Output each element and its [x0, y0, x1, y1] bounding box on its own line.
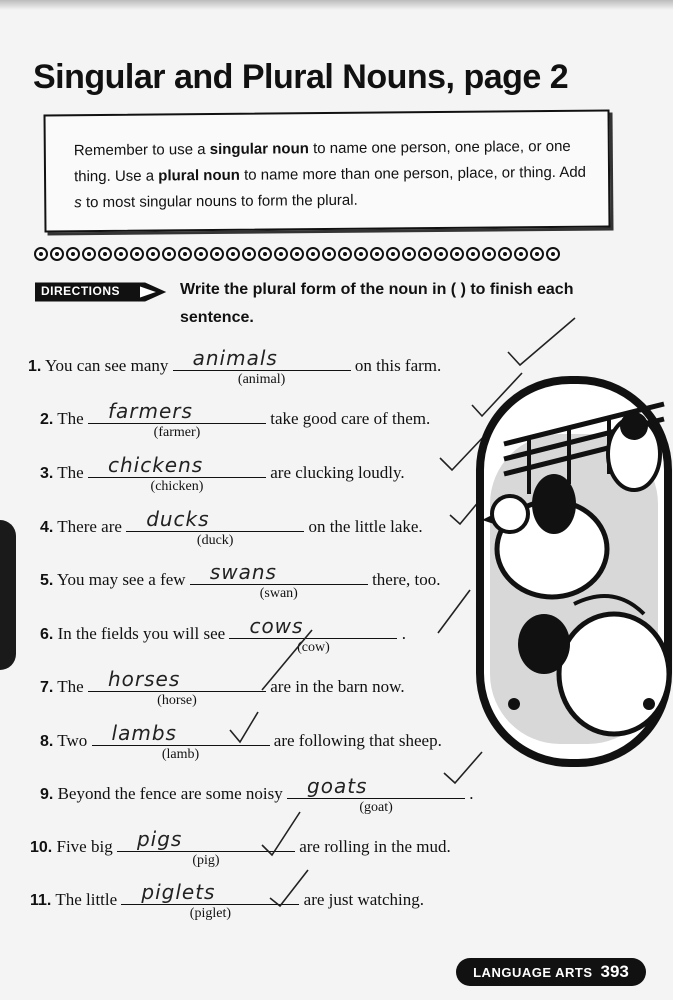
sentence-item: [28, 346, 442, 387]
divider-dot: [162, 247, 176, 261]
handwritten-answer: chickens: [107, 453, 204, 477]
sentence-item: [40, 507, 423, 548]
answer-blank[interactable]: [190, 560, 368, 601]
item-number: 1.: [28, 358, 42, 375]
sentence-item: [40, 774, 474, 815]
answer-blank[interactable]: [92, 721, 270, 762]
handwritten-answer: lambs: [111, 721, 177, 745]
page-top-edge: [0, 0, 673, 10]
item-number: 9.: [40, 786, 54, 803]
farm-animals-illustration: [474, 374, 673, 769]
divider-dot: [226, 247, 240, 261]
sentence-start: In the fields you will see: [57, 624, 226, 643]
handwritten-answer: animals: [192, 346, 278, 370]
sentence-start: Two: [57, 731, 88, 750]
sentence-end: are rolling in the mud.: [299, 837, 451, 856]
divider-dot: [498, 247, 512, 261]
divider-dot: [402, 247, 416, 261]
divider-dot: [258, 247, 272, 261]
divider-dot: [514, 247, 528, 261]
divider-dot: [114, 247, 128, 261]
item-number: 7.: [40, 679, 54, 696]
noun-hint: (swan): [259, 586, 298, 601]
check-mark-icon: [438, 590, 470, 633]
page-left-edge: [0, 520, 16, 670]
divider-dot: [210, 247, 224, 261]
rule-box: [43, 110, 610, 233]
sentence-start: Beyond the fence are some noisy: [57, 784, 283, 803]
directions-text: Write the plural form of the noun in ( ) to finish each sentence.: [180, 281, 574, 326]
sentence-end: are following that sheep.: [273, 731, 442, 750]
noun-hint: (chicken): [150, 479, 204, 494]
noun-hint: (goat): [359, 800, 393, 815]
sentence-start: The little: [55, 890, 118, 909]
noun-hint: (pig): [192, 853, 220, 868]
handwritten-answer: ducks: [146, 507, 210, 531]
sentence-start: You can see many: [44, 356, 169, 375]
sentence-item: [40, 721, 442, 762]
directions-label: DIRECTIONS: [41, 284, 121, 298]
sentence-end: .: [401, 624, 406, 643]
divider-dot: [34, 247, 48, 261]
divider-dot: [482, 247, 496, 261]
divider-dot: [418, 247, 432, 261]
answer-blank[interactable]: [173, 346, 351, 387]
divider-dot: [546, 247, 560, 261]
divider-dot: [82, 247, 96, 261]
item-number: 10.: [30, 839, 53, 856]
sentence-start: There are: [57, 517, 122, 536]
divider-dot: [98, 247, 112, 261]
sentence-end: are in the barn now.: [270, 677, 405, 696]
item-number: 4.: [40, 519, 54, 536]
sentence-end: on this farm.: [354, 356, 442, 375]
divider-dot: [242, 247, 256, 261]
divider-dot: [50, 247, 64, 261]
sentence-item: [40, 399, 431, 440]
divider-dot: [434, 247, 448, 261]
item-number: 11.: [30, 892, 52, 909]
sentence-end: on the little lake.: [308, 517, 423, 536]
sentence-start: You may see a few: [56, 570, 186, 589]
sentence-end: take good care of them.: [270, 409, 431, 428]
answer-blank[interactable]: [88, 399, 266, 440]
noun-hint: (piglet): [189, 906, 232, 921]
sentence-item: [30, 827, 451, 868]
sentence-end: are just watching.: [303, 890, 425, 909]
sentence-item: [40, 560, 441, 601]
sentence-start: Five big: [56, 837, 113, 856]
item-number: 6.: [40, 626, 54, 643]
handwritten-answer: goats: [307, 774, 368, 798]
page-title: Singular and Plural Nouns, page 2: [33, 58, 569, 96]
answer-blank[interactable]: [121, 880, 299, 921]
rule-text: Remember to use a singular noun to name one person, one place, or one thing. Use a plural noun to name more than one person, place, or thing. Add s to most singular nouns to form the plural.: [73, 137, 587, 212]
divider-dot: [306, 247, 320, 261]
divider-dot: [130, 247, 144, 261]
divider-dot: [178, 247, 192, 261]
divider-dot: [450, 247, 464, 261]
item-number: 5.: [40, 572, 54, 589]
answer-blank[interactable]: [117, 827, 295, 868]
divider-dot: [386, 247, 400, 261]
handwritten-answer: pigs: [136, 827, 183, 851]
handwritten-answer: piglets: [141, 880, 216, 904]
sentence-start: The: [57, 409, 84, 428]
footer-badge: [456, 958, 646, 986]
divider-dot: [322, 247, 336, 261]
sentence-item: [40, 614, 406, 655]
item-number: 8.: [40, 733, 54, 750]
sentence-item: [30, 880, 425, 921]
sentence-start: The: [57, 677, 84, 696]
divider-dot: [338, 247, 352, 261]
sentence-start: The: [57, 463, 84, 482]
divider-dot: [274, 247, 288, 261]
answer-blank[interactable]: [126, 507, 304, 548]
sentence-end: .: [469, 784, 474, 803]
divider-dot: [194, 247, 208, 261]
handwritten-answer: swans: [209, 560, 277, 584]
page-number: 393: [600, 962, 629, 981]
answer-blank[interactable]: [88, 453, 266, 494]
answer-blank[interactable]: [287, 774, 465, 815]
item-number: 2.: [40, 411, 54, 428]
divider-dot: [354, 247, 368, 261]
noun-hint: (duck): [196, 533, 234, 548]
dot-divider: [34, 247, 614, 265]
noun-hint: (horse): [157, 693, 197, 708]
sentence-end: there, too.: [372, 570, 441, 589]
answer-blank[interactable]: [229, 614, 397, 655]
noun-hint: (lamb): [161, 747, 200, 762]
divider-dot: [290, 247, 304, 261]
sentence-item: [40, 667, 405, 708]
divider-dot: [466, 247, 480, 261]
divider-dot: [370, 247, 384, 261]
sentence-item: [40, 453, 405, 494]
divider-dot: [66, 247, 80, 261]
noun-hint: (cow): [297, 640, 330, 655]
sentence-end: are clucking loudly.: [270, 463, 405, 482]
handwritten-answer: horses: [107, 667, 181, 691]
noun-hint: (animal): [237, 372, 286, 387]
item-number: 3.: [40, 465, 54, 482]
answer-blank[interactable]: [88, 667, 266, 708]
footer-label: LANGUAGE ARTS: [473, 964, 593, 980]
directions-badge: [35, 281, 167, 303]
handwritten-answer: cows: [249, 614, 304, 638]
divider-dot: [146, 247, 160, 261]
handwritten-answer: farmers: [107, 399, 193, 423]
noun-hint: (farmer): [153, 425, 201, 440]
divider-dot: [530, 247, 544, 261]
